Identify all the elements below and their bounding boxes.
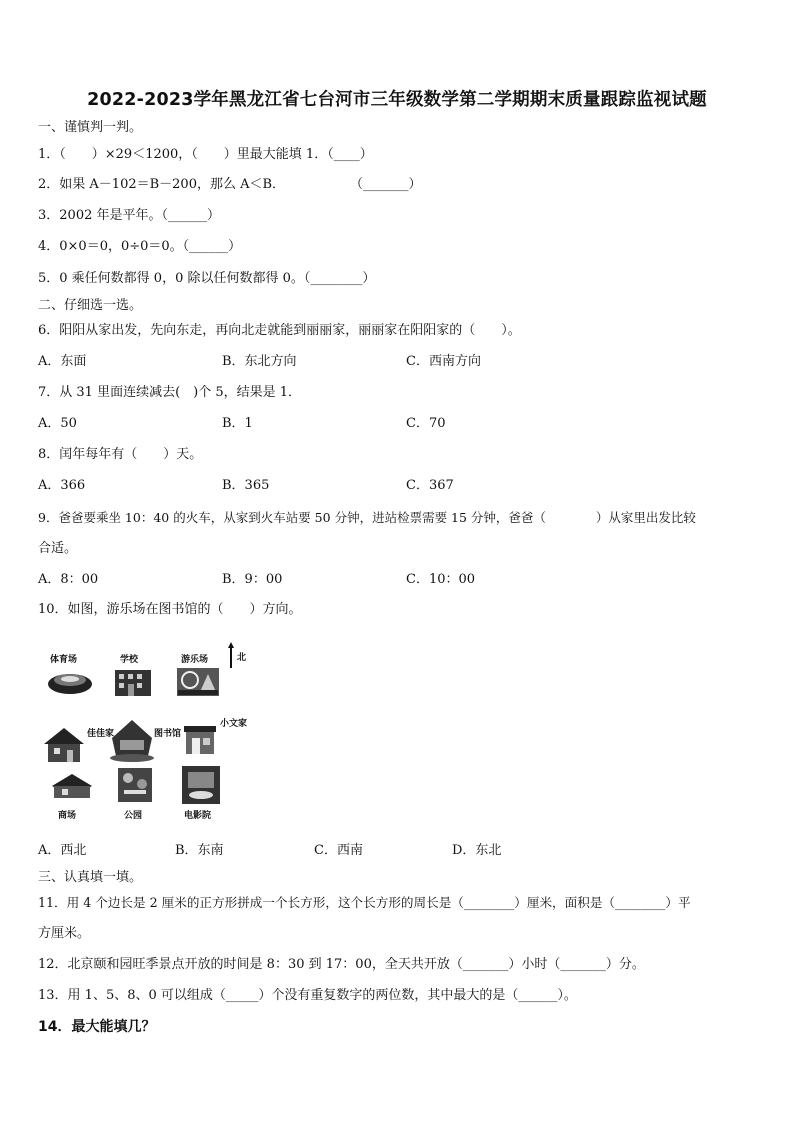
q7-option-a: A．50 — [38, 416, 77, 431]
q9-option-c: C．10：00 — [406, 572, 476, 587]
library-icon — [110, 720, 154, 762]
q6-option-c: C．西南方向 — [406, 354, 481, 369]
q9-option-a: A．8：00 — [38, 572, 99, 587]
question-13: 13．用 1、5、8、0 可以组成（_____）个没有重复数字的两位数，其中最大的是（______）。 — [38, 988, 577, 1003]
section-heading-3: 三、认真填一填。 — [38, 870, 143, 885]
place-label: 电影院 — [184, 811, 212, 821]
question-11-line-1: 11．用 4 个边长是 2 厘米的正方形拼成一个长方形，这个长方形的周长是（________）厘米，面积是（________）平 — [38, 895, 691, 910]
q8-option-b: B．365 — [222, 478, 270, 493]
place-label: 小文家 — [220, 719, 248, 729]
place-label: 体育场 — [50, 655, 78, 665]
home-shop-icon — [184, 726, 216, 754]
question-6: 6．阳阳从家出发，先向东走，再向北走就能到丽丽家，丽丽家在阳阳家的（ ）。 — [38, 323, 521, 338]
q10-option-d: D．东北 — [452, 843, 502, 858]
question-3: 3．2002 年是平年。（______） — [38, 208, 220, 223]
q10-option-b: B．东南 — [175, 843, 224, 858]
question-9-line-1: 9．爸爸要乘坐 10：40 的火车，从家到火车站要 50 分钟，进站检票需要 15 分钟，爸爸（ ）从家里出发比较 — [38, 510, 696, 525]
park-icon — [118, 768, 152, 802]
q8-option-c: C．367 — [406, 478, 454, 493]
question-10: 10．如图，游乐场在图书馆的（ ）方向。 — [38, 602, 302, 617]
question-9-line-2: 合适。 — [38, 541, 78, 556]
direction-map — [40, 640, 260, 830]
mall-icon — [52, 774, 92, 798]
q6-option-b: B．东北方向 — [222, 354, 297, 369]
place-label: 学校 — [120, 655, 139, 665]
place-label: 商场 — [58, 811, 77, 821]
question-11-line-2: 方厘米。 — [38, 926, 91, 941]
q10-option-a: A．西北 — [38, 843, 87, 858]
q9-option-b: B．9：00 — [222, 572, 283, 587]
place-label: 公园 — [124, 811, 143, 821]
page-title: 2022-2023学年黑龙江省七台河市三年级数学第二学期期末质量跟踪监视试题 — [87, 90, 707, 110]
section-heading-2: 二、仔细选一选。 — [38, 298, 143, 313]
school-icon — [115, 670, 151, 696]
question-7: 7．从 31 里面连续减去( )个 5，结果是 1． — [38, 385, 302, 400]
question-14: 14．最大能填几？ — [38, 1019, 156, 1035]
house-icon — [44, 728, 84, 762]
question-5: 5．0 乘任何数都得 0，0 除以任何数都得 0。（________） — [38, 271, 376, 286]
question-2: 2．如果 A－102＝B－200，那么 A＜B． （_______） — [38, 177, 422, 192]
question-1: 1．（ ）×29＜1200，（ ）里最大能填 1．（____） — [38, 147, 373, 162]
q6-option-a: A．东面 — [38, 354, 87, 369]
q10-option-c: C．西南 — [314, 843, 363, 858]
stadium-icon — [48, 674, 92, 694]
q7-option-c: C．70 — [406, 416, 446, 431]
cinema-icon — [182, 766, 220, 804]
question-12: 12．北京颐和园旺季景点开放的时间是 8：30 到 17：00，全天共开放（_______）小时（_______）分。 — [38, 957, 645, 972]
q7-option-b: B．1 — [222, 416, 253, 431]
amusement-park-icon — [177, 668, 219, 696]
q8-option-a: A．366 — [38, 478, 86, 493]
question-4: 4．0×0＝0，0÷0＝0。（______） — [38, 239, 242, 254]
section-heading-1: 一、谨慎判一判。 — [38, 120, 143, 135]
north-label: 北 — [237, 653, 247, 663]
place-label: 图书馆 — [154, 729, 182, 739]
question-8: 8．闰年每年有（ ）天。 — [38, 447, 203, 462]
place-label: 游乐场 — [181, 655, 209, 665]
place-label: 佳佳家 — [87, 729, 115, 739]
